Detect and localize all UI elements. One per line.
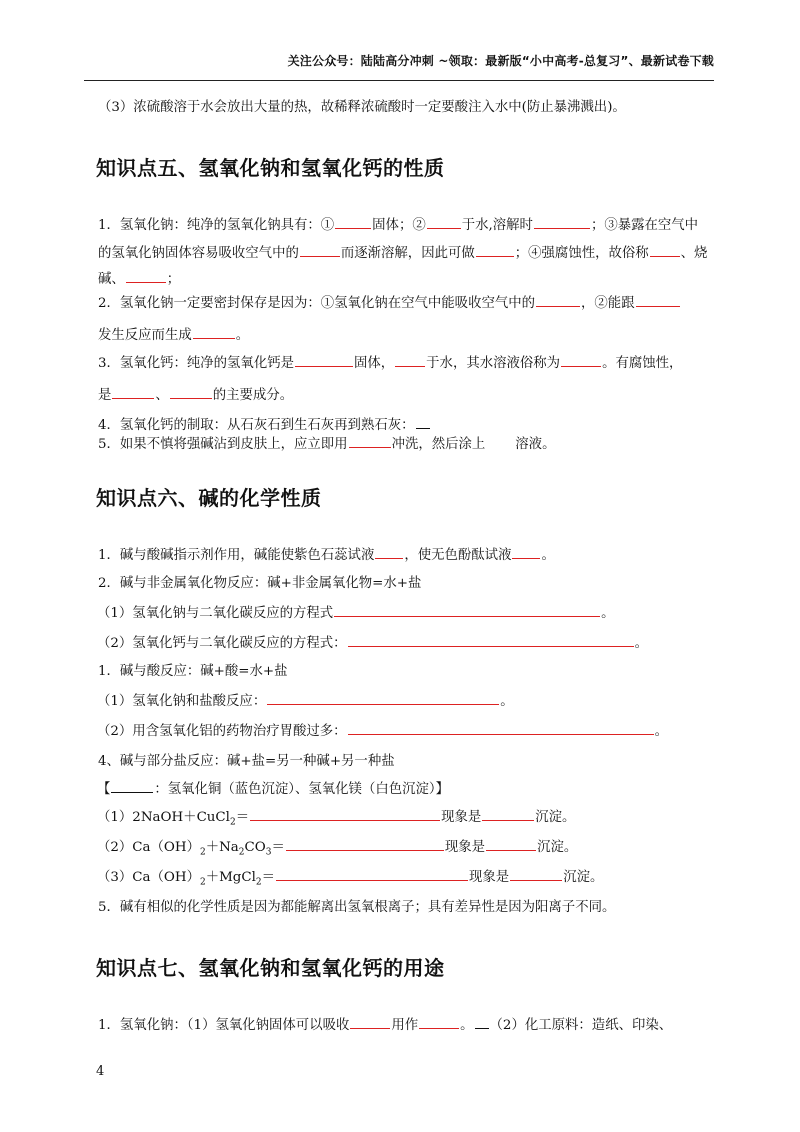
s6-text: 。 [654,724,668,739]
subscript: 3 [265,847,272,858]
s5-line8 [98,414,431,433]
s6-line4 [97,632,648,651]
blank[interactable] [111,780,153,793]
s6-text: 沉淀。 [535,810,576,825]
s6-text: （2）用含氢氧化铝的药物治疗胃酸过多： [97,724,347,739]
s5-text: 发生反应而生成 [98,328,192,343]
s6-text: 。 [601,606,615,621]
s6-line11 [97,836,577,858]
s5-line2 [98,242,707,261]
s5-line5 [98,324,249,343]
blank[interactable] [350,1016,390,1029]
blank[interactable] [427,216,461,229]
blank[interactable] [193,326,235,339]
page-header: 关注公众号：陆陆高分冲刺 ~领取：最新版“小中高考-总复习”、最新试卷下载 [287,54,714,68]
blank[interactable] [510,868,562,881]
blank[interactable] [636,294,680,307]
s6-line3 [97,602,615,621]
s6-line1 [98,544,555,563]
blank[interactable] [276,868,468,881]
blank[interactable] [561,354,601,367]
blank[interactable] [512,546,540,559]
s5-line7 [98,384,293,403]
blank[interactable] [348,634,634,647]
blank[interactable] [348,722,654,735]
s7-text: 1．氢氧化钠：（1）氢氧化钠固体可以吸收 [98,1018,350,1033]
s6-text: CO [244,840,266,855]
blank[interactable] [334,604,600,617]
s5-text: 是 [98,388,112,403]
s6-line5: 1．碱与酸反应：碱+酸=水+盐 [98,664,288,679]
s6-text: 沉淀。 [563,870,604,885]
blank[interactable] [349,435,391,448]
section6-title: 知识点六、碱的化学性质 [96,486,322,510]
blank[interactable] [536,294,580,307]
s5-text: ； [166,272,181,287]
s6-text: （2）Ca（OH） [97,840,200,855]
s7-text: 用作 [391,1018,419,1033]
s6-text: 现象是 [444,840,486,855]
subscript: 2 [238,847,245,858]
blank[interactable] [416,416,430,429]
blank[interactable] [486,838,536,851]
s6-text: 1．碱与酸碱指示剂作用，碱能使紫色石蕊试液 [98,548,375,563]
s6-text: （3）Ca（OH） [97,870,200,885]
s6-text: （1）2NaOH＋CuCl [97,810,230,825]
page-number: 4 [96,1064,105,1079]
s6-text: ，使无色酚酞试液 [404,548,512,563]
s7-text: （2）化工原料：造纸、印染、 [489,1018,673,1033]
blank[interactable] [375,546,403,559]
blank[interactable] [250,808,440,821]
s6-text: 【 [97,782,111,797]
s5-text: 、 [155,388,169,403]
s5-text: 1．氢氧化钠：纯净的氢氧化钠具有：① [98,218,335,233]
subscript: 2 [199,877,206,888]
header-rule [84,80,714,81]
s6-line13: 5．碱有相似的化学性质是因为都能解离出氢氧根离子；具有差异性是因为阳离子不同。 [98,900,616,915]
s5-text: 5．如果不慎将强碱沾到皮肤上，应立即用 [98,437,348,452]
blank[interactable] [534,216,590,229]
blank[interactable] [419,1016,459,1029]
blank[interactable] [267,692,499,705]
blank[interactable] [482,808,534,821]
s5-text: 的主要成分。 [212,388,294,403]
s7-line1 [98,1014,672,1033]
blank[interactable] [112,386,154,399]
subscript: 2 [229,817,236,828]
blank[interactable] [170,386,212,399]
s5-line9 [98,433,555,452]
s5-text: 冲洗，然后涂上 [391,437,486,452]
s5-text: 碱、 [98,272,125,287]
blank[interactable] [476,244,514,257]
s5-text: 。有腐蚀性， [602,356,683,371]
s6-text: （2）氢氧化钙与二氧化碳反应的方程式： [97,636,347,651]
s5-text: 的氢氧化钠固体容易吸收空气中的 [98,246,299,261]
s6-line10 [97,806,575,828]
blank[interactable] [650,244,680,257]
s6-line9 [97,778,449,797]
blank[interactable] [126,270,166,283]
s6-text: 现象是 [441,810,482,825]
s6-line7 [97,720,668,739]
s6-text: 现象是 [469,870,510,885]
blank[interactable] [300,244,340,257]
s5-text: 于水，其水溶液俗称为 [426,356,561,371]
s5-line6 [98,352,682,371]
section5-title: 知识点五、氢氧化钠和氢氧化钙的性质 [96,156,445,180]
s5-text: 。 [235,328,250,343]
blank[interactable] [286,838,444,851]
s5-line1 [98,214,698,233]
s7-text: 。 [460,1018,474,1033]
s5-text: 2．氢氧化钠一定要密封保存是因为：①氢氧化钠在空气中能吸收空气中的 [98,296,536,311]
s5-text: 而逐渐溶解，因此可做 [340,246,475,261]
s6-text: ＝ [271,840,285,855]
blank[interactable] [295,354,353,367]
s6-text: 沉淀。 [537,840,578,855]
s5-text: 、烧 [680,246,708,261]
subscript: 2 [199,847,206,858]
section7-title: 知识点七、氢氧化钠和氢氧化钙的用途 [96,956,445,980]
s5-line4 [98,292,681,311]
s6-text: ：氢氧化铜（蓝色沉淀）、氢氧化镁（白色沉淀）】 [154,782,449,797]
s6-line8: 4、碱与部分盐反应：碱+盐=另一种碱+另一种盐 [98,754,395,769]
s5-text: 固体， [354,356,395,371]
s6-text: ＋Na [205,840,239,855]
s6-text: 。 [634,636,648,651]
blank[interactable] [475,1016,489,1029]
s6-text: ＝ [261,870,276,885]
s5-text: 溶液。 [515,437,556,452]
s5-text: 固体；② [372,218,426,233]
subscript: 2 [255,877,262,888]
s5-text: ；③暴露在空气中 [590,218,699,233]
blank[interactable] [335,216,371,229]
s6-text: （1）氢氧化钠和盐酸反应： [97,694,267,709]
s6-text: ＋MgCl [205,870,256,885]
s6-text: （1）氢氧化钠与二氧化碳反应的方程式 [97,606,334,621]
s6-line12 [97,866,603,888]
s5-text: 4．氢氧化钙的制取：从石灰石到生石灰再到熟石灰： [98,418,415,433]
s5-line3 [98,268,180,287]
s5-text: 3．氢氧化钙：纯净的氢氧化钙是 [98,356,294,371]
s6-line6 [97,690,514,709]
s6-text: ＝ [235,810,250,825]
blank[interactable] [395,354,425,367]
s5-text: 于水,溶解时 [461,218,533,233]
intro-line: （3）浓硫酸溶于水会放出大量的热，故稀释浓硫酸时一定要酸注入水中(防止暴沸溅出)。 [98,100,626,115]
s6-text: 。 [541,548,555,563]
s6-text: 。 [500,694,514,709]
s5-text: ，②能跟 [581,296,635,311]
s5-text: ；④强腐蚀性，故俗称 [514,246,649,261]
s6-line2: 2．碱与非金属氧化物反应：碱+非金属氧化物=水+盐 [98,576,422,591]
